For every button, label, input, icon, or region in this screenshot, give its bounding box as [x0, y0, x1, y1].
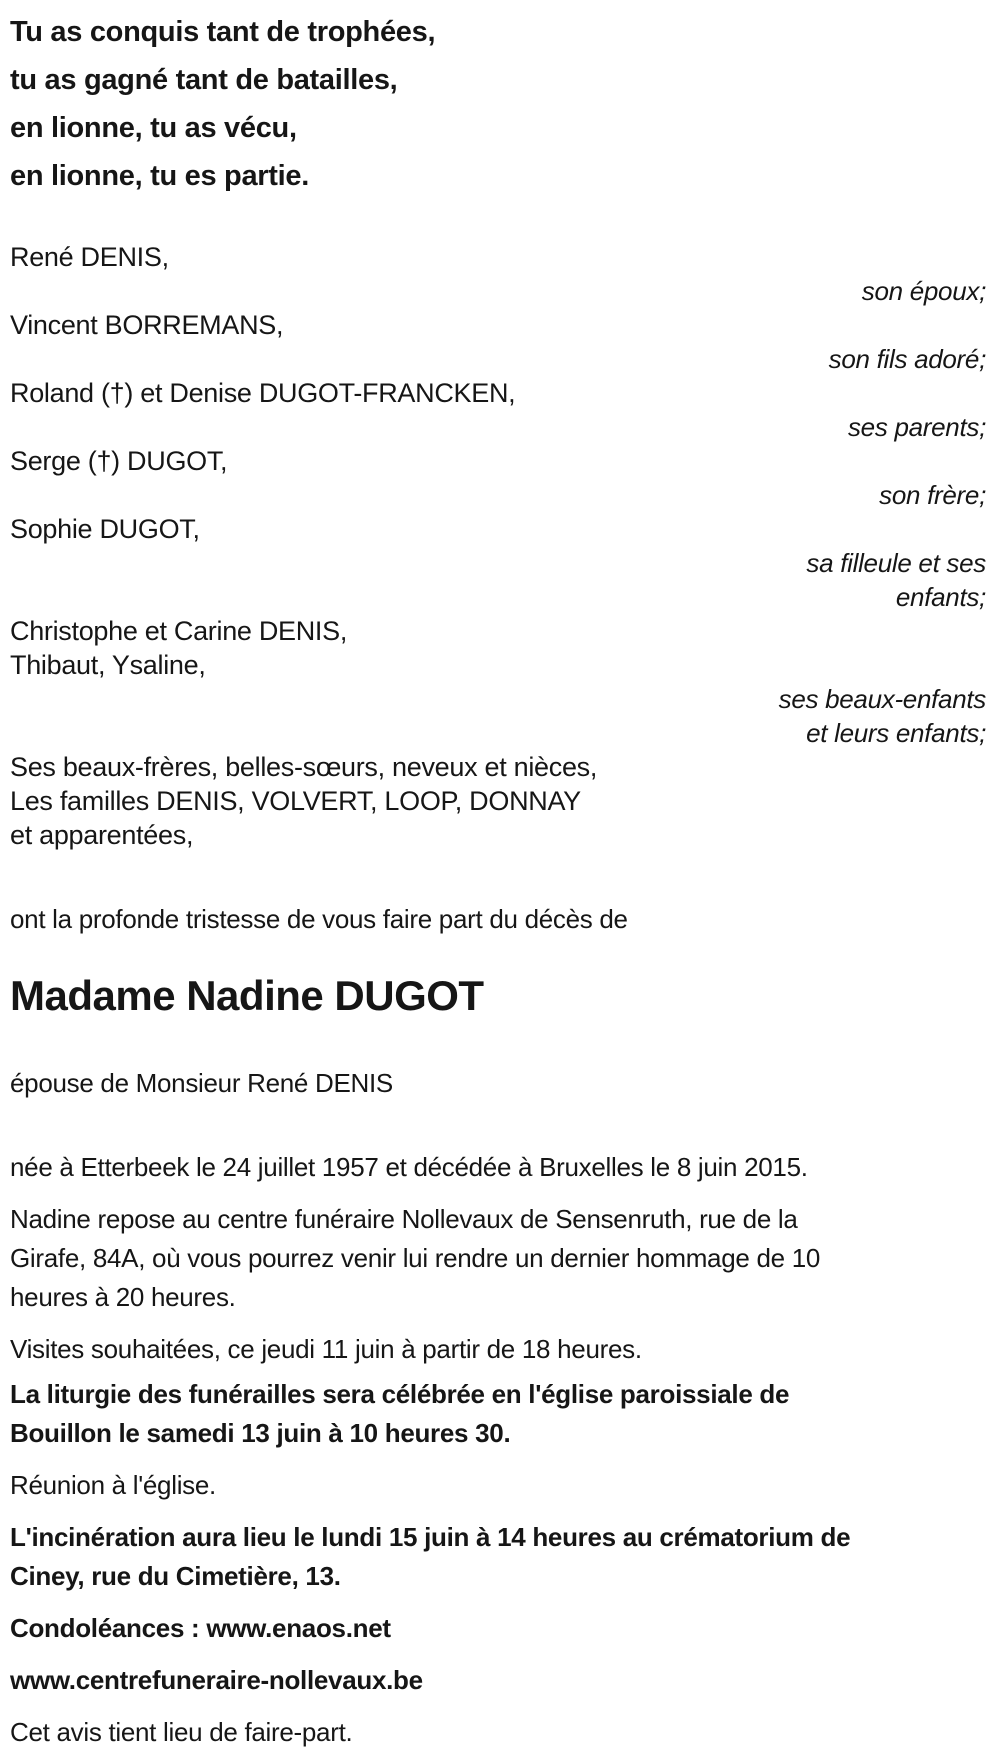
mourners-list [10, 240, 986, 852]
mourner-relation: et leurs enfants; [806, 718, 986, 748]
notice-body [10, 1148, 986, 1752]
paragraph-line: Bouillon le samedi 13 juin à 10 heures 30. [10, 1418, 511, 1448]
epitaph-line: en lionne, tu as vécu, [10, 112, 297, 144]
paragraph-line: heures à 20 heures. [10, 1282, 236, 1312]
mourner-name: et apparentées, [10, 820, 194, 850]
repose-paragraph [10, 1200, 986, 1317]
deceased-name-title: Madame Nadine DUGOT [10, 972, 484, 1019]
funeral-home-url-paragraph [10, 1661, 986, 1700]
epitaph-line: en lionne, tu es partie. [10, 160, 309, 192]
mourner-name: Serge (†) DUGOT, [10, 446, 228, 476]
mourner-relation: ses parents; [847, 412, 986, 442]
birth-death-paragraph [10, 1148, 986, 1187]
condolences-url-text: Condoléances : www.enaos.net [10, 1613, 391, 1643]
funeral-home-url-text: www.centrefuneraire-nollevaux.be [10, 1665, 423, 1695]
liturgy-paragraph [10, 1375, 986, 1453]
visits-paragraph [10, 1330, 986, 1369]
paragraph-line: Girafe, 84A, où vous pourrez venir lui rendre un dernier hommage de 10 [10, 1243, 821, 1273]
epitaph-line: Tu as conquis tant de trophées, [10, 16, 436, 48]
mourner-name: Sophie DUGOT, [10, 514, 200, 544]
deceased-subtitle: épouse de Monsieur René DENIS [10, 1068, 393, 1098]
mourner-relation: enfants; [895, 582, 986, 612]
paragraph-line: L'incinération aura lieu le lundi 15 juin à 14 heures au crématorium de [10, 1522, 851, 1552]
epitaph-line: tu as gagné tant de batailles, [10, 64, 398, 96]
condolences-paragraph [10, 1609, 986, 1648]
mourner-name: Les familles DENIS, VOLVERT, LOOP, DONNAY [10, 786, 581, 816]
paragraph-line: Réunion à l'église. [10, 1470, 216, 1500]
announcement-text: ont la profonde tristesse de vous faire part du décès de [10, 904, 628, 934]
paragraph-line: La liturgie des funérailles sera célébrée en l'église paroissiale de [10, 1379, 790, 1409]
mourner-relation: son frère; [879, 480, 986, 510]
mourner-name: René DENIS, [10, 242, 169, 272]
epitaph-poem [10, 8, 986, 200]
paragraph-line: Ciney, rue du Cimetière, 13. [10, 1561, 341, 1591]
mourner-name: Vincent BORREMANS, [10, 310, 284, 340]
cremation-paragraph [10, 1518, 986, 1596]
paragraph-line: Visites souhaitées, ce jeudi 11 juin à partir de 18 heures. [10, 1334, 642, 1364]
paragraph-line: née à Etterbeek le 24 juillet 1957 et décédée à Bruxelles le 8 juin 2015. [10, 1152, 808, 1182]
closing-paragraph [10, 1713, 986, 1752]
mourner-name: Ses beaux-frères, belles-sœurs, neveux et nièces, [10, 752, 598, 782]
church-meeting-paragraph [10, 1466, 986, 1505]
mourner-name: Thibaut, Ysaline, [10, 650, 206, 680]
paragraph-line: Cet avis tient lieu de faire-part. [10, 1717, 353, 1747]
mourner-name: Roland (†) et Denise DUGOT-FRANCKEN, [10, 378, 516, 408]
mourner-name: Christophe et Carine DENIS, [10, 616, 348, 646]
mourner-relation: sa filleule et ses [806, 548, 986, 578]
paragraph-line: Nadine repose au centre funéraire Nollevaux de Sensenruth, rue de la [10, 1204, 798, 1234]
mourner-relation: ses beaux-enfants [778, 684, 986, 714]
mourner-relation: son époux; [861, 276, 986, 306]
mourner-relation: son fils adoré; [828, 344, 986, 374]
